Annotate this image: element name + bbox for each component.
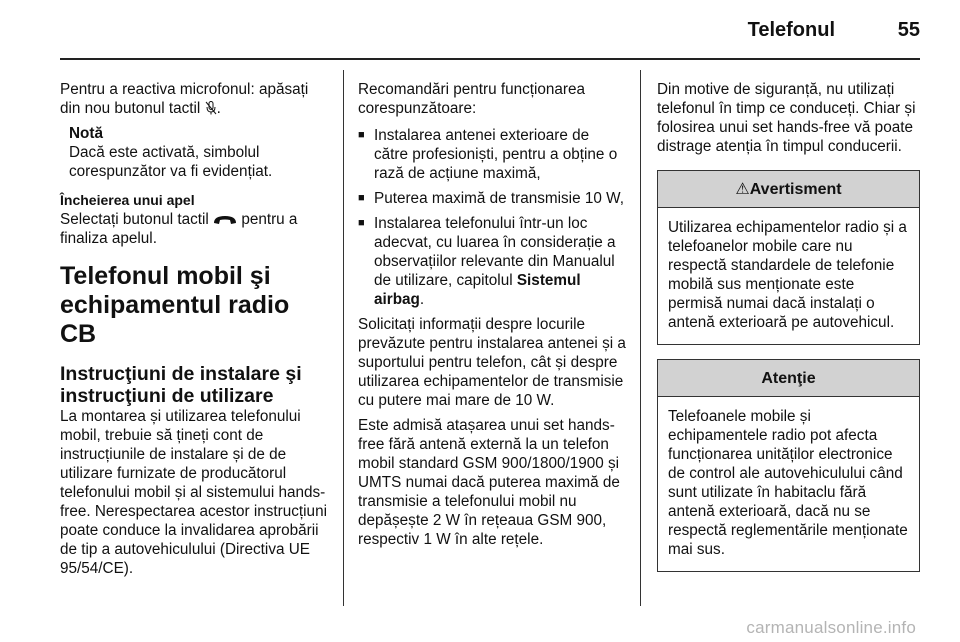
microphone-paragraph (60, 80, 328, 118)
note-block (69, 124, 328, 181)
watermark: carmanualsonline.info (746, 618, 916, 637)
caution-box (657, 359, 920, 572)
end-call-heading: Încheierea unui apel (60, 192, 195, 208)
end-call-paragraph (60, 210, 328, 248)
recommendation-list (358, 126, 626, 309)
caution-title: Atenţie (658, 360, 919, 397)
airbag-chapter-link: Sistemul airbag (374, 272, 581, 308)
warning-text: Utilizarea echipamentelor radio și a telefoanelor mobile care nu respectă standardele de telefonie mobilă sus menționate este permisă numai dacă instalați o antenă exterioară pe autovehicul. (668, 219, 907, 331)
column-divider-2 (640, 70, 641, 606)
column-3 (657, 80, 920, 572)
list-item: ■ Puterea maximă de transmisie 10 W, (358, 189, 626, 208)
note-text: Dacă este activată, simbolul corespunzător va fi evidențiat. (69, 144, 273, 180)
list-item: ■ Instalarea antenei exterioare de către profesioniști, pentru a obține o rază de acțiune maximă, (358, 126, 626, 183)
caution-text: Telefoanele mobile și echipamentele radio pot afecta funcționarea unităților electronice de control ale autovehiculului când sunt utilizate în habitaclu fără antenă exterioară, dacă nu se respectă reglementările menționate mai sus. (668, 408, 908, 558)
warning-box (657, 170, 920, 345)
page-number: 55 (897, 19, 920, 41)
install-paragraph: La montarea și utilizarea telefonului mobil, trebuie să țineți cont de instrucțiunile de instalare și de de utilizare furnizate de producătorul telefonului mobil și al sistemului hands-free. Nerespectarea acestor instrucțiuni poate conduce la invalidarea aprobării de tip a autovehiculului (Directiva UE 95/54/CE). (60, 408, 327, 577)
warning-triangle-icon: ⚠ (735, 180, 750, 198)
end-call-text-after: pentru a finaliza apelul. (60, 211, 298, 247)
list-item-text: Instalarea telefonului într-un loc adecvat, cu luarea în considerație a observațiilor relevante din Manualul de utilizare, capitolul (374, 215, 616, 289)
column-1 (60, 80, 328, 578)
info-paragraph: Solicitați informații despre locurile prevăzute pentru instalarea antenei și a suportului pentru telefon, cât și despre utilizarea echipamentelor de transmisie cu putere mai mare de 10 W. (358, 316, 626, 409)
recommend-intro: Recomandări pentru funcționarea corespunzătoare: (358, 81, 586, 117)
safety-paragraph: Din motive de siguranță, nu utilizați telefonul în timp ce conduceți. Chiar și folosirea unui set hands-free vă poate distrage atenția în timpul conducerii. (657, 81, 916, 155)
warning-box-header (658, 171, 919, 208)
column-2 (358, 80, 626, 549)
mic-text-before: Pentru a reactiva microfonul: apăsați din nou butonul tactil (60, 81, 309, 117)
subsection-title: Instrucţiuni de instalare şi instrucţiuni de utilizare (60, 363, 302, 407)
handsfree-paragraph: Este admisă atașarea unui set hands-free fără antenă externă la un telefon mobil standard GSM 900/1800/1900 și UMTS numai dacă puterea maximă de transmisie a telefonului mobil nu depășește 2 W în rețeaua GSM 900, respectiv 1 W în alte rețele. (358, 417, 620, 548)
end-call-text-before: Selectați butonul tactil (60, 211, 209, 228)
page-header-title: Telefonul (747, 19, 835, 41)
header-rule (60, 58, 920, 60)
section-title: Telefonul mobil şi echipamentul radio CB (60, 262, 290, 348)
hang-up-phone-icon (213, 214, 237, 226)
list-item (358, 214, 626, 309)
note-title: Notă (69, 125, 103, 142)
mic-text-after: . (216, 100, 221, 117)
microphone-icon (205, 101, 217, 115)
warning-title: Avertisment (749, 180, 842, 198)
list-item-end: . (419, 291, 425, 308)
column-divider-1 (343, 70, 344, 606)
